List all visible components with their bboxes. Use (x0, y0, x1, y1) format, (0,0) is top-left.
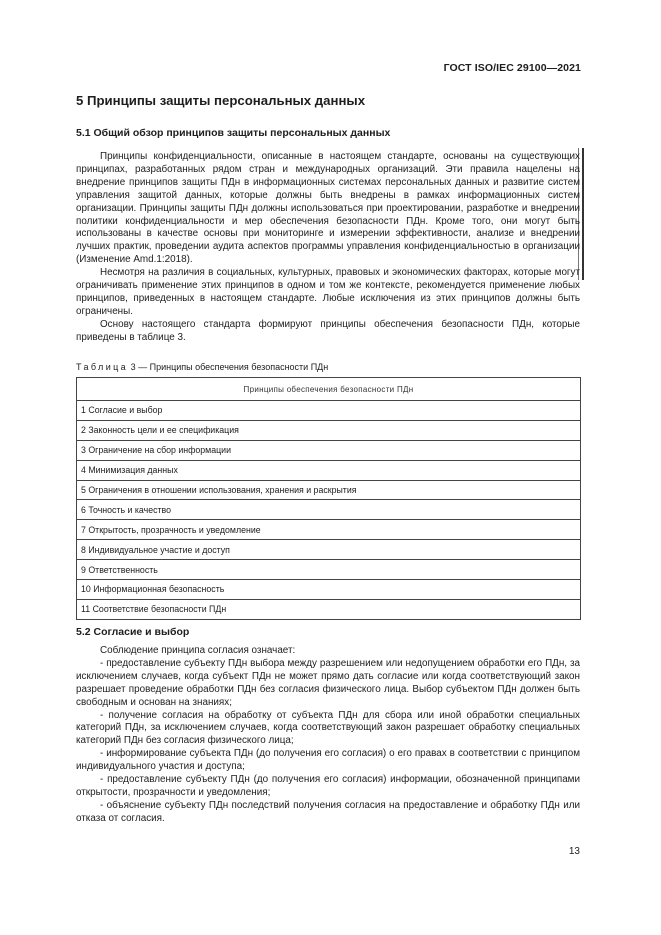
table-row (77, 580, 581, 600)
table-row (77, 540, 581, 560)
list-item: - объяснение субъекту ПДн последствий получения согласия на предоставление и обработку ПДн или отказа от согласия. (76, 799, 580, 824)
standard-designation: ГОСТ ISO/IEC 29100—2021 (443, 62, 581, 74)
table-row (77, 520, 581, 540)
table-caption-label: Таблица (76, 362, 129, 372)
paragraph: Основу настоящего стандарта формируют принципы обеспечения безопасности ПДн, которые приведены в таблице 3. (76, 318, 580, 343)
table-row (77, 480, 581, 500)
subsection-title: 5.2 Согласие и выбор (76, 626, 190, 638)
paragraph: Соблюдение принципа согласия означает: (100, 645, 296, 656)
table-row (77, 440, 581, 460)
table-cell: 1 Согласие и выбор (77, 401, 581, 421)
table-row (77, 420, 581, 440)
table-cell: 10 Информационная безопасность (77, 580, 581, 600)
table-header: Принципы обеспечения безопасности ПДн (77, 378, 581, 401)
table-cell: 5 Ограничения в отношении использования, хранения и раскрытия (77, 480, 581, 500)
table-row (77, 460, 581, 480)
table-caption (76, 362, 328, 372)
table-cell: 11 Соответствие безопасности ПДн (77, 599, 581, 619)
table-row (77, 560, 581, 580)
principles-table (76, 377, 581, 620)
change-bar (582, 148, 584, 280)
table-caption-text: 3 — Принципы обеспечения безопасности ПДн (128, 362, 329, 372)
table-cell: 2 Законность цели и ее спецификация (77, 420, 581, 440)
list-item: - предоставление субъекту ПДн выбора между разрешением или недопущением обработки его ПДн, за исключением случаев, когда субъект ПДн не может прямо дать согласие или когда соответствующий закон разрешает проведение обработки ПДн без согласия физического лица. Выбор субъектом ПДн должен быть свободным и основан на знаниях; (76, 657, 580, 708)
table-cell: 4 Минимизация данных (77, 460, 581, 480)
page-number: 13 (568, 846, 580, 857)
table-row (77, 599, 581, 619)
table-cell: 7 Открытость, прозрачность и уведомление (77, 520, 581, 540)
section-5-2-body (76, 645, 580, 826)
section-5-1-body (76, 151, 580, 345)
list-item: - предоставление субъекту ПДн (до получения его согласия) информации, обозначенной принципами открытости, прозрачности и уведомления; (76, 774, 580, 798)
table-row (77, 401, 581, 421)
table-row (77, 500, 581, 520)
table-cell: 6 Точность и качество (77, 500, 581, 520)
list-item: - информирование субъекта ПДн (до получения его согласия) о его правах в соответствии с принципом индивидуального участия и доступа; (76, 748, 580, 773)
paragraph: Несмотря на различия в социальных, культурных, правовых и экономических факторах, которые могут ограничивать применение этих принципов в одном и том же контексте, рекомендуется применение любых принципов, приведенных в настоящем стандарте. Любые исключения из этих принципов должны быть ограничены. (76, 267, 580, 317)
table-cell: 9 Ответственность (77, 560, 581, 580)
list-item: - получение согласия на обработку от субъекта ПДн для сбора или иной обработки специальных категорий ПДн, за исключением случаев, когда соответствующий закон разрешает обработку специальных категорий ПДн без согласия физического лица; (76, 709, 580, 747)
table-cell: 3 Ограничение на сбор информации (77, 440, 581, 460)
paragraph: Принципы конфиденциальности, описанные в настоящем стандарте, основаны на существующих принципах, разработанных рядом стран и международных организаций. Эти правила нацелены на внедрение принципов защиты ПДн в информационных системах персональных данных и развитие систем управления защитой данных, которые должны быть внедрены в рамках информационных систем организации. Принципы защиты ПДн должны использоваться при проектировании, разработке и внедрении политики конфиденциальности и мер обеспечения безопасности ПДн. Кроме того, они могут быть использованы в качестве основы при мониторинге и измерении эффективности, анализе и внедрении лучших практик, проведении аудита аспектов программы управления конфиденциальностью в организации (Изменение Amd.1:2018). (76, 151, 580, 266)
table-cell: 8 Индивидуальное участие и доступ (77, 540, 581, 560)
section-title: 5 Принципы защиты персональных данных (76, 93, 366, 108)
subsection-title: 5.1 Общий обзор принципов защиты персональных данных (76, 127, 391, 139)
